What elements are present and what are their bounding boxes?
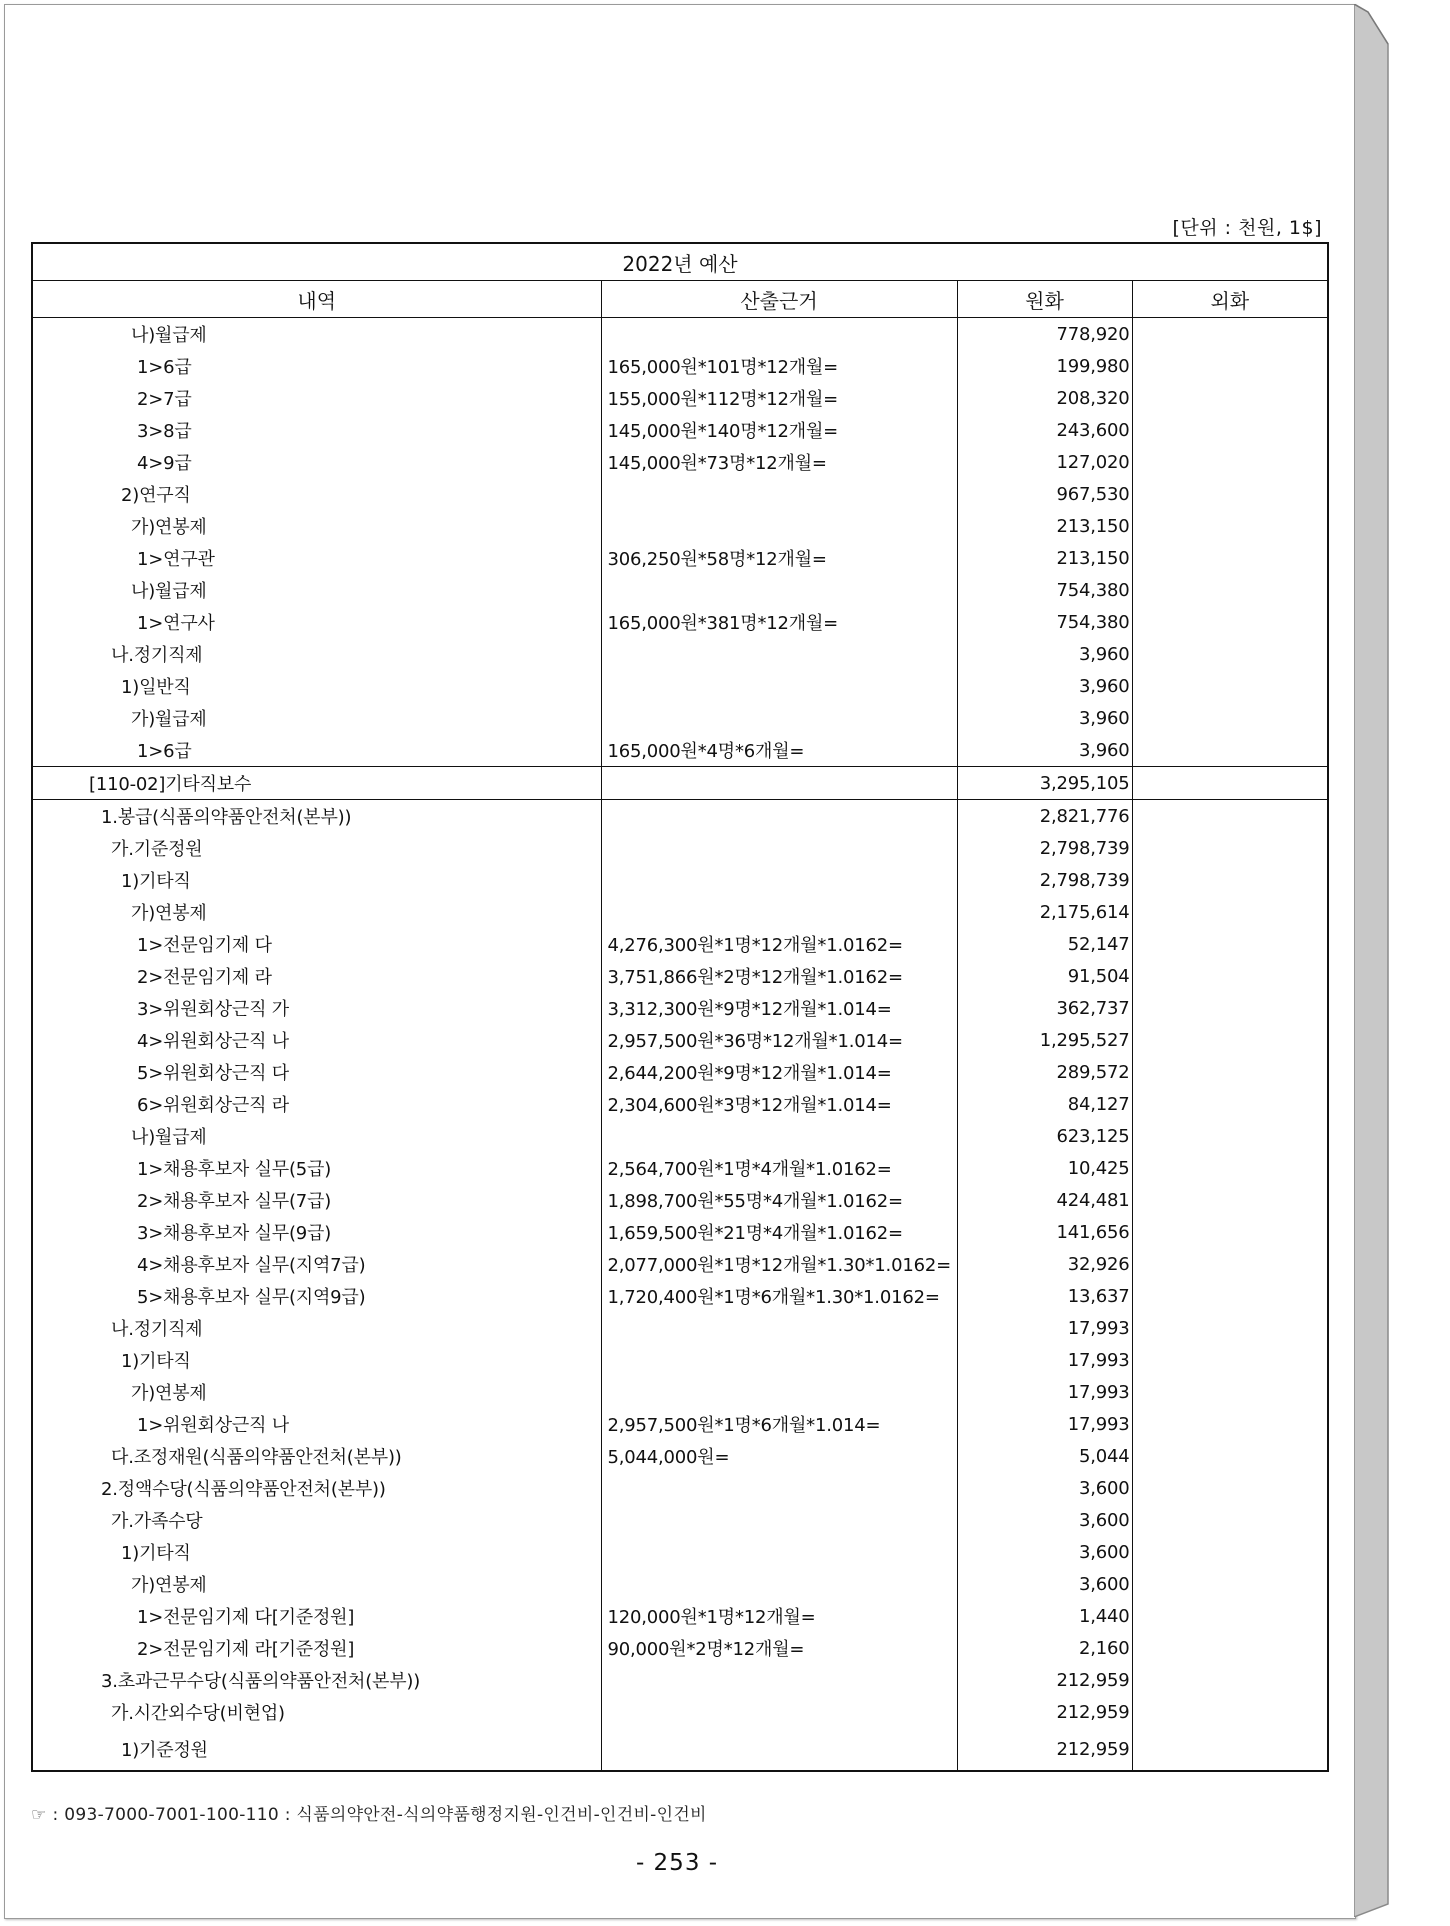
table-row: [33, 1632, 1327, 1664]
row-basis: 145,000원*140명*12개월=: [601, 414, 957, 446]
row-item: 1)일반직: [121, 677, 191, 698]
row-krw: 3,600: [957, 1504, 1132, 1536]
row-item: 2>채용후보자 실무(7급): [137, 1191, 332, 1212]
row-foreign: [1132, 1024, 1327, 1056]
row-krw: 623,125: [957, 1120, 1132, 1152]
table-row: [33, 606, 1327, 638]
row-item: 가)연봉제: [131, 1383, 207, 1404]
row-foreign: [1132, 1408, 1327, 1440]
row-item: 1.봉급(식품의약품안전처(본부)): [33, 800, 601, 833]
row-foreign: [1132, 1632, 1327, 1664]
table-row: [33, 1088, 1327, 1120]
row-krw: 17,993: [957, 1376, 1132, 1408]
table-row: [33, 318, 1327, 351]
row-krw: 91,504: [957, 960, 1132, 992]
table-row: [33, 1280, 1327, 1312]
row-basis: [601, 1312, 957, 1344]
row-krw: 84,127: [957, 1088, 1132, 1120]
table-body: [33, 318, 1327, 1771]
row-foreign: [1132, 896, 1327, 928]
table-row: [33, 960, 1327, 992]
row-krw: 3,600: [957, 1568, 1132, 1600]
row-foreign: [1132, 1184, 1327, 1216]
row-krw: 754,380: [957, 606, 1132, 638]
row-krw: 199,980: [957, 350, 1132, 382]
row-basis: 1,659,500원*21명*4개월*1.0162=: [601, 1216, 957, 1248]
row-krw: 213,150: [957, 510, 1132, 542]
table-row: [33, 1312, 1327, 1344]
table-row: [33, 1536, 1327, 1568]
row-krw: 3,960: [957, 702, 1132, 734]
row-basis: 155,000원*112명*12개월=: [601, 382, 957, 414]
row-basis: [601, 478, 957, 510]
row-krw: 2,821,776: [957, 800, 1132, 833]
header-foreign: 외화: [1132, 281, 1327, 318]
table-row: [33, 670, 1327, 702]
table-row: [33, 1568, 1327, 1600]
table-row: [33, 1024, 1327, 1056]
row-foreign: [1132, 606, 1327, 638]
table-row: [33, 1184, 1327, 1216]
row-foreign: [1132, 1248, 1327, 1280]
row-basis: [601, 832, 957, 864]
table-row: [33, 574, 1327, 606]
row-item: 가.기준정원: [111, 839, 203, 860]
row-krw: 212,959: [957, 1696, 1132, 1728]
table-row: [33, 734, 1327, 767]
row-item: 1>6급: [137, 357, 192, 378]
table-row: [33, 1056, 1327, 1088]
row-basis: [601, 800, 957, 833]
row-item: 1>채용후보자 실무(5급): [137, 1159, 332, 1180]
row-foreign: [1132, 1728, 1327, 1770]
row-basis: 3,312,300원*9명*12개월*1.014=: [601, 992, 957, 1024]
footnote-text: : 093-7000-7001-100-110 : 식품의약안전-식의약품행정지원-인건비-인건비-인건비: [52, 1805, 707, 1825]
row-krw: 17,993: [957, 1344, 1132, 1376]
row-krw: 3,960: [957, 638, 1132, 670]
row-foreign: [1132, 478, 1327, 510]
row-basis: [601, 702, 957, 734]
row-item: 5>채용후보자 실무(지역9급): [137, 1287, 366, 1308]
row-item: 3>위원회상근직 가: [137, 999, 289, 1020]
row-item: 2)연구직: [121, 485, 191, 506]
table-row: [33, 1440, 1327, 1472]
row-foreign: [1132, 832, 1327, 864]
row-item: 가.시간외수당(비현업): [111, 1703, 285, 1724]
table-title: 2022년 예산: [33, 244, 1327, 281]
row-krw: 3,600: [957, 1472, 1132, 1504]
row-krw: 2,798,739: [957, 864, 1132, 896]
row-foreign: [1132, 1120, 1327, 1152]
row-basis: [601, 510, 957, 542]
row-foreign: [1132, 350, 1327, 382]
row-foreign: [1132, 1504, 1327, 1536]
row-item: 3>8급: [137, 421, 192, 442]
row-item: 1)기타직: [121, 1543, 191, 1564]
row-krw: 2,160: [957, 1632, 1132, 1664]
row-foreign: [1132, 446, 1327, 478]
row-foreign: [1132, 670, 1327, 702]
table-row: [33, 478, 1327, 510]
row-krw: 10,425: [957, 1152, 1132, 1184]
row-item: 가)연봉제: [131, 1575, 207, 1596]
row-basis: [601, 1568, 957, 1600]
table-row: [33, 446, 1327, 478]
row-item: 1>위원회상근직 나: [137, 1415, 289, 1436]
row-item: 1)기타직: [121, 871, 191, 892]
row-krw: 3,295,105: [957, 767, 1132, 800]
row-item: 나)월급제: [131, 1127, 207, 1148]
row-item: 6>위원회상근직 라: [137, 1095, 289, 1116]
row-foreign: [1132, 992, 1327, 1024]
table-row: [33, 414, 1327, 446]
row-basis: 306,250원*58명*12개월=: [601, 542, 957, 574]
row-basis: 2,644,200원*9명*12개월*1.014=: [601, 1056, 957, 1088]
row-krw: 754,380: [957, 574, 1132, 606]
row-basis: 3,751,866원*2명*12개월*1.0162=: [601, 960, 957, 992]
row-foreign: [1132, 928, 1327, 960]
row-basis: 5,044,000원=: [601, 1440, 957, 1472]
row-krw: 13,637: [957, 1280, 1132, 1312]
table-row: [33, 1504, 1327, 1536]
row-item: 4>위원회상근직 나: [137, 1031, 289, 1052]
row-basis: 165,000원*101명*12개월=: [601, 350, 957, 382]
row-basis: [601, 670, 957, 702]
page-number: - 253 -: [635, 1850, 719, 1876]
row-foreign: [1132, 702, 1327, 734]
page-curl-edge: [1354, 4, 1390, 1917]
row-foreign: [1132, 960, 1327, 992]
row-krw: 212,959: [957, 1728, 1132, 1770]
table-row: [33, 702, 1327, 734]
table-row: [33, 350, 1327, 382]
row-basis: 2,564,700원*1명*4개월*1.0162=: [601, 1152, 957, 1184]
row-item: 4>9급: [137, 453, 192, 474]
row-item: 2.정액수당(식품의약품안전처(본부)): [101, 1479, 386, 1500]
row-item: 가)연봉제: [131, 517, 207, 538]
table-row: [33, 1152, 1327, 1184]
row-item: 나)월급제: [131, 581, 207, 602]
row-krw: 3,600: [957, 1536, 1132, 1568]
row-basis: [601, 318, 957, 351]
row-basis: [601, 638, 957, 670]
row-foreign: [1132, 318, 1327, 351]
row-item: 가)연봉제: [131, 903, 207, 924]
table-row: [33, 1376, 1327, 1408]
row-item: 2>전문임기제 라: [137, 967, 272, 988]
row-basis: 90,000원*2명*12개월=: [601, 1632, 957, 1664]
row-krw: 1,440: [957, 1600, 1132, 1632]
row-item: 1>전문임기제 다: [137, 935, 272, 956]
table-row: [33, 832, 1327, 864]
row-foreign: [1132, 1344, 1327, 1376]
table-row: [33, 1408, 1327, 1440]
header-item: 내역: [33, 281, 601, 318]
row-item: 나.정기직제: [111, 645, 203, 666]
row-item: 3.초과근무수당(식품의약품안전처(본부)): [101, 1671, 421, 1692]
row-basis: [601, 1376, 957, 1408]
row-item: 1>전문임기제 다[기준정원]: [137, 1607, 355, 1628]
row-foreign: [1132, 800, 1327, 833]
row-foreign: [1132, 574, 1327, 606]
row-basis: [601, 1664, 957, 1696]
row-basis: [601, 896, 957, 928]
row-krw: 1,295,527: [957, 1024, 1132, 1056]
row-krw: 2,798,739: [957, 832, 1132, 864]
row-krw: 3,960: [957, 670, 1132, 702]
table-row: [33, 1696, 1327, 1728]
row-foreign: [1132, 1568, 1327, 1600]
table-row: [33, 1344, 1327, 1376]
table-row: [33, 992, 1327, 1024]
row-item: 나.정기직제: [111, 1319, 203, 1340]
row-foreign: [1132, 1696, 1327, 1728]
table-row: [33, 767, 1327, 800]
row-item: 5>위원회상근직 다: [137, 1063, 289, 1084]
row-basis: 2,957,500원*1명*6개월*1.014=: [601, 1408, 957, 1440]
row-krw: 5,044: [957, 1440, 1132, 1472]
row-krw: 212,959: [957, 1664, 1132, 1696]
row-krw: 243,600: [957, 414, 1132, 446]
row-foreign: [1132, 1088, 1327, 1120]
table-row: [33, 1248, 1327, 1280]
row-basis: 145,000원*73명*12개월=: [601, 446, 957, 478]
row-item: 1)기타직: [121, 1351, 191, 1372]
table-row: [33, 1728, 1327, 1770]
row-foreign: [1132, 864, 1327, 896]
table-row: [33, 510, 1327, 542]
pointing-hand-icon: ☞: [31, 1805, 47, 1825]
row-foreign: [1132, 1664, 1327, 1696]
row-basis: 2,957,500원*36명*12개월*1.014=: [601, 1024, 957, 1056]
footnote: [31, 1800, 707, 1825]
row-item: 가.가족수당: [111, 1511, 203, 1532]
row-item: 1)기준정원: [121, 1740, 208, 1761]
row-item: 4>채용후보자 실무(지역7급): [137, 1255, 366, 1276]
header-basis: 산출근거: [601, 281, 957, 318]
unit-label: [단위 : 천원, 1$]: [1172, 217, 1322, 239]
row-foreign: [1132, 510, 1327, 542]
row-basis: [601, 1728, 957, 1770]
row-item: 나)월급제: [131, 325, 207, 346]
row-krw: 362,737: [957, 992, 1132, 1024]
row-krw: 17,993: [957, 1408, 1132, 1440]
row-item: 1>6급: [137, 741, 192, 762]
row-item: 가)월급제: [131, 709, 207, 730]
table-row: [33, 1600, 1327, 1632]
row-basis: [601, 1504, 957, 1536]
row-basis: [601, 1120, 957, 1152]
table-row: [33, 1664, 1327, 1696]
row-foreign: [1132, 1376, 1327, 1408]
row-basis: [601, 767, 957, 800]
row-foreign: [1132, 1280, 1327, 1312]
table-row: [33, 928, 1327, 960]
row-foreign: [1132, 734, 1327, 767]
row-krw: 3,960: [957, 734, 1132, 767]
budget-table: [31, 242, 1329, 1772]
row-krw: 2,175,614: [957, 896, 1132, 928]
row-basis: [601, 1472, 957, 1504]
row-krw: 967,530: [957, 478, 1132, 510]
table-row: [33, 864, 1327, 896]
row-krw: 127,020: [957, 446, 1132, 478]
row-basis: 165,000원*4명*6개월=: [601, 734, 957, 767]
table-row: [33, 800, 1327, 833]
row-basis: 2,304,600원*3명*12개월*1.014=: [601, 1088, 957, 1120]
row-foreign: [1132, 542, 1327, 574]
row-basis: [601, 574, 957, 606]
row-basis: 165,000원*381명*12개월=: [601, 606, 957, 638]
row-krw: 32,926: [957, 1248, 1132, 1280]
row-krw: 17,993: [957, 1312, 1132, 1344]
table-row: [33, 1120, 1327, 1152]
row-basis: [601, 1536, 957, 1568]
row-item: 1>연구사: [137, 613, 215, 634]
row-basis: [601, 1696, 957, 1728]
row-foreign: [1132, 414, 1327, 446]
table-row: [33, 1216, 1327, 1248]
row-krw: 778,920: [957, 318, 1132, 351]
row-krw: 289,572: [957, 1056, 1132, 1088]
row-foreign: [1132, 1312, 1327, 1344]
row-basis: [601, 864, 957, 896]
row-basis: 1,898,700원*55명*4개월*1.0162=: [601, 1184, 957, 1216]
row-foreign: [1132, 1152, 1327, 1184]
row-basis: 2,077,000원*1명*12개월*1.30*1.0162=: [601, 1248, 957, 1280]
table-row: [33, 638, 1327, 670]
table-row: [33, 1472, 1327, 1504]
row-item: 2>전문임기제 라[기준정원]: [137, 1639, 355, 1660]
row-foreign: [1132, 1600, 1327, 1632]
table-row: [33, 896, 1327, 928]
header-krw: 원화: [957, 281, 1132, 318]
row-foreign: [1132, 638, 1327, 670]
row-foreign: [1132, 382, 1327, 414]
table-row: [33, 542, 1327, 574]
row-krw: 424,481: [957, 1184, 1132, 1216]
row-basis: 120,000원*1명*12개월=: [601, 1600, 957, 1632]
row-foreign: [1132, 1440, 1327, 1472]
row-basis: 4,276,300원*1명*12개월*1.0162=: [601, 928, 957, 960]
row-foreign: [1132, 1536, 1327, 1568]
row-foreign: [1132, 1056, 1327, 1088]
row-item: 1>연구관: [137, 549, 215, 570]
row-krw: 208,320: [957, 382, 1132, 414]
row-krw: 213,150: [957, 542, 1132, 574]
row-foreign: [1132, 1472, 1327, 1504]
row-item: [110-02]기타직보수: [33, 767, 601, 800]
row-item: 3>채용후보자 실무(9급): [137, 1223, 332, 1244]
row-item: 2>7급: [137, 389, 192, 410]
row-krw: 141,656: [957, 1216, 1132, 1248]
row-krw: 52,147: [957, 928, 1132, 960]
table-row: [33, 382, 1327, 414]
row-foreign: [1132, 1216, 1327, 1248]
row-basis: 1,720,400원*1명*6개월*1.30*1.0162=: [601, 1280, 957, 1312]
row-basis: [601, 1344, 957, 1376]
row-foreign: [1132, 767, 1327, 800]
row-item: 다.조정재원(식품의약품안전처(본부)): [111, 1447, 402, 1468]
